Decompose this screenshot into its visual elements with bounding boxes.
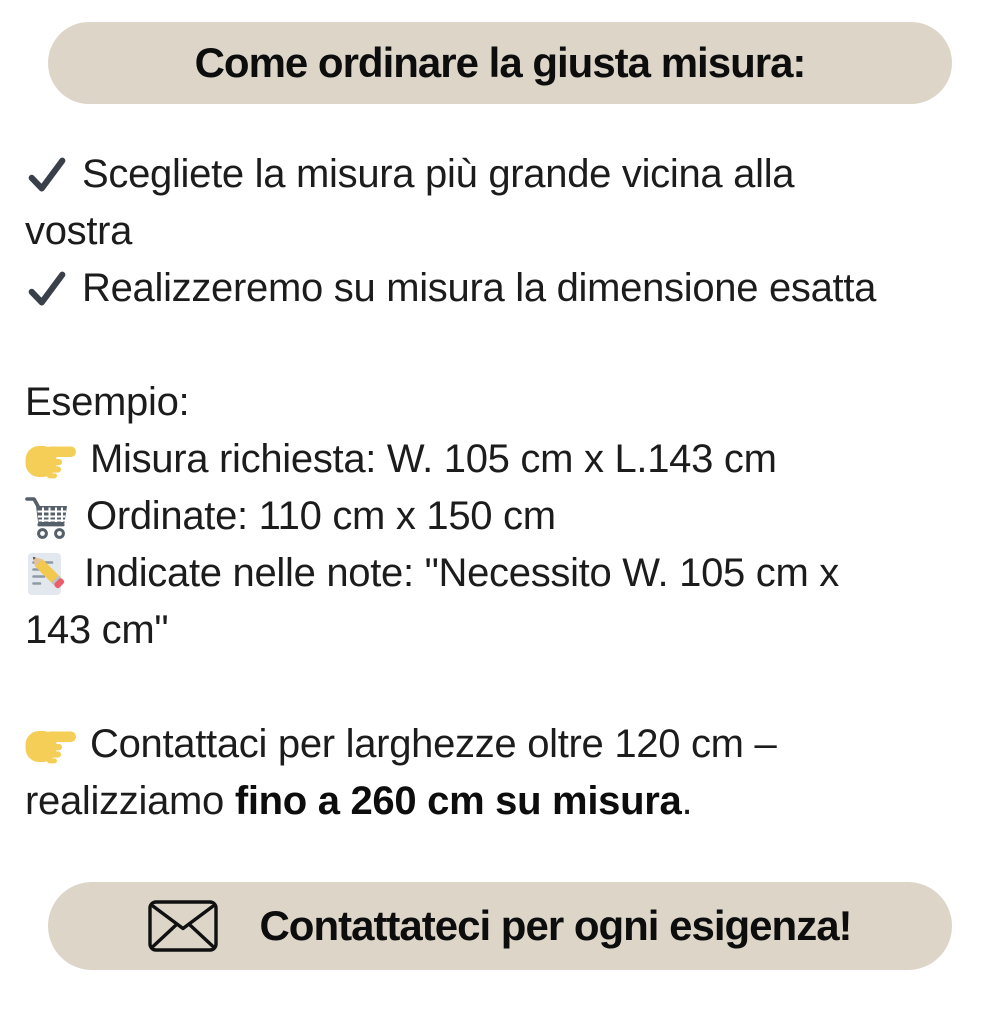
text-segment: realizziamo — [25, 779, 235, 823]
example-note-cont — [25, 602, 975, 659]
envelope-icon — [148, 900, 218, 952]
text-segment: Realizzeremo su misura la dimensione esatta — [82, 266, 877, 310]
text-segment: Misura richiesta: W. 105 cm x L.143 cm — [90, 437, 777, 481]
text-segment: Esempio: — [25, 380, 190, 424]
step-exact-size — [25, 260, 975, 317]
step-choose-size — [25, 146, 975, 203]
shopping-cart-icon — [25, 494, 73, 540]
memo-pencil-icon — [25, 549, 71, 599]
footer-label: Contattateci per ogni esigenza! — [259, 902, 852, 949]
pointing-hand-icon — [25, 441, 77, 479]
example-order-size — [25, 488, 975, 545]
text-segment: fino a 260 cm su misura — [234, 779, 682, 823]
text-segment: 143 cm" — [25, 608, 169, 652]
text-segment: . — [681, 779, 693, 823]
text-segment: Scegliete la misura più grande vicina alla — [82, 152, 795, 196]
pointing-hand-icon — [25, 726, 77, 764]
example-heading — [25, 374, 975, 431]
text-segment: vostra — [25, 209, 133, 253]
contact-width-note-cont — [25, 773, 975, 830]
page-title: Come ordinare la giusta misura: — [194, 39, 806, 86]
text-segment: Indicate nelle note: "Necessito W. 105 cm x — [84, 551, 840, 595]
header-pill — [48, 22, 952, 104]
step-choose-size-cont — [25, 203, 975, 260]
footer-pill — [48, 882, 952, 970]
example-requested-size — [25, 431, 975, 488]
text-segment: Contattaci per larghezze oltre 120 cm – — [90, 722, 777, 766]
example-note — [25, 545, 975, 602]
contact-width-note — [25, 716, 975, 773]
check-icon — [25, 267, 69, 311]
text-segment: Ordinate: 110 cm x 150 cm — [86, 494, 556, 538]
instructions-body — [0, 146, 1000, 830]
check-icon — [25, 153, 69, 197]
